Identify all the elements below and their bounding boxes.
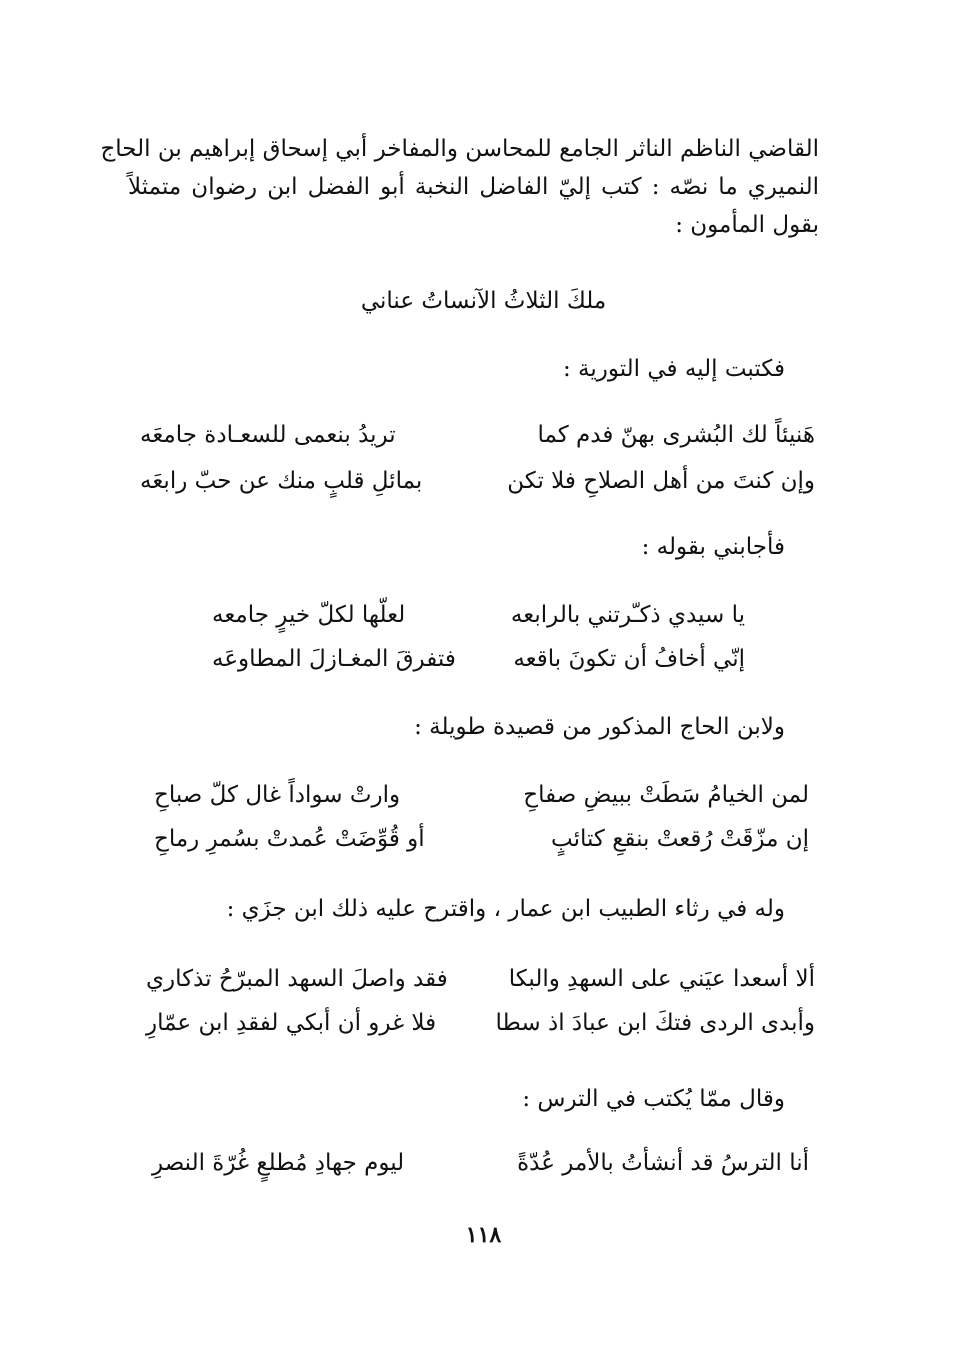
paragraph-line-2: النميري ما نصّه : كتب إليّ الفاضل النخبة أبو الفضل ابن رضوان متمثلاً xyxy=(128,174,819,200)
verse-3-2-right: إن مزّقَتْ رُقعتْ بنقعِ كتائبٍ xyxy=(551,826,809,852)
page-number: ١١٨ xyxy=(465,1222,502,1248)
verse-2-2-right: إنّي أخافُ أن تكونَ باقعه xyxy=(513,646,745,672)
verse-2-1-left: لعلّها لكلّ خيرٍ جامعه xyxy=(212,602,406,628)
section-intro-2: فأجابني بقوله : xyxy=(641,534,785,560)
quoted-line: ملكَ الثلاثُ الآنساتُ عناني xyxy=(360,288,607,314)
section-intro-4: وله في رثاء الطبيب ابن عمار ، واقترح عليه ذلك ابن جزَي : xyxy=(226,896,785,922)
paragraph-line-3: بقول المأمون : xyxy=(675,212,819,238)
verse-5-1-right: أنا الترسُ قد أنشأتُ بالأمر عُدّةً xyxy=(517,1150,809,1176)
verse-2-1-right: يا سيدي ذكـّرتني بالرابعه xyxy=(510,602,745,628)
verse-1-2-left: بمائلِ قلبٍ منك عن حبّ رابعَه xyxy=(140,468,423,494)
verse-3-2-left: أو قُوِّضَتْ عُمدتْ بسُمرِ رماحِ xyxy=(154,826,425,852)
verse-2-2-left: فتفرقَ المغـازلَ المطاوعَه xyxy=(212,646,456,672)
verse-4-2-right: وأبدى الردى فتكَ ابن عبادَ اذ سطا xyxy=(495,1010,815,1036)
section-intro-5: وقال ممّا يُكتب في الترس : xyxy=(522,1086,785,1112)
verse-1-2-right: وإن كنتَ من أهل الصلاحِ فلا تكن xyxy=(507,468,815,494)
verse-3-1-left: وارتْ سواداً غال كلّ صباحِ xyxy=(154,782,401,808)
verse-4-1-right: ألا أسعدا عيَني على السهدِ والبكا xyxy=(508,966,815,992)
paragraph-line-1: القاضي الناظم الناثر الجامع للمحاسن والمفاخر أبي إسحاق إبراهيم بن الحاج xyxy=(100,136,819,162)
section-intro-3: ولابن الحاج المذكور من قصيدة طويلة : xyxy=(414,714,785,740)
verse-3-1-right: لمن الخيامُ سَطَتْ ببيضِ صفاحِ xyxy=(523,782,809,808)
verse-4-1-left: فقد واصلَ السهد المبرّحُ تذكاري xyxy=(146,966,448,992)
verse-5-1-left: ليوم جهادِ مُطلعٍ غُرّةَ النصرِ xyxy=(152,1150,405,1176)
verse-1-1-right: هَنيئاً لك البُشرى بهنّ فدم كما xyxy=(537,422,815,448)
verse-1-1-left: تريدُ بنعمى للسعـادة جامعَه xyxy=(140,422,396,448)
verse-4-2-left: فلا غرو أن أبكي لفقدِ ابن عمّارِ xyxy=(146,1010,437,1036)
section-intro-1: فكتبت إليه في التورية : xyxy=(562,356,785,382)
